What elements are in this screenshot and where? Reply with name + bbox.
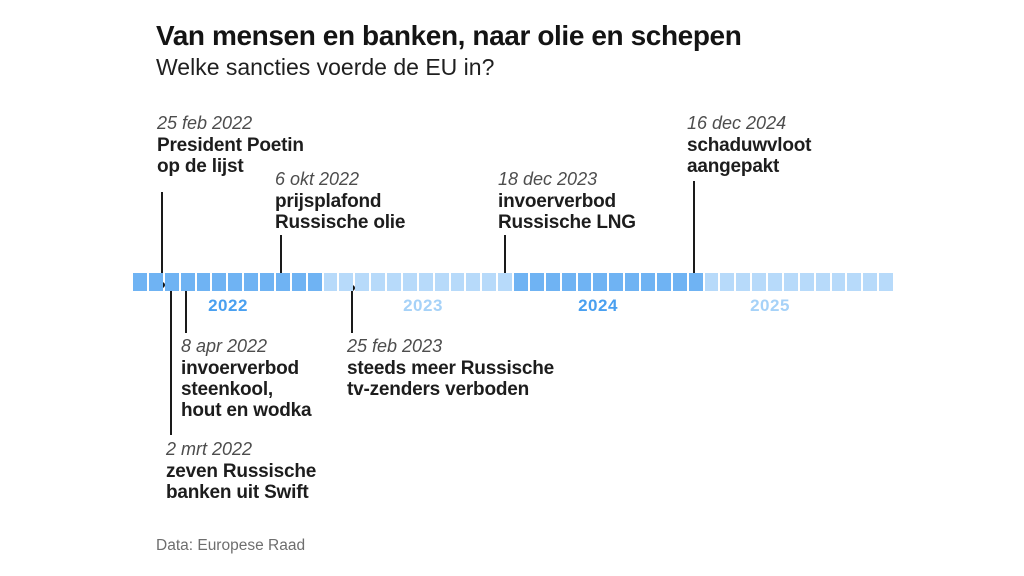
event-label: hout en wodka [181, 400, 312, 421]
month-segment-2025 [736, 273, 750, 291]
month-segment-2025 [816, 273, 830, 291]
event-label: schaduwvloot [687, 135, 812, 156]
month-segment-2025 [879, 273, 893, 291]
event-date: 6 okt 2022 [275, 169, 360, 189]
timeline-bar [133, 273, 893, 291]
month-segment-2024 [689, 273, 703, 291]
month-segment-2023 [355, 273, 369, 291]
event-label: zeven Russische [166, 461, 317, 482]
year-label-2024: 2024 [578, 296, 618, 315]
month-segment-2022 [181, 273, 195, 291]
event-label: Russische olie [275, 212, 406, 233]
month-segment-2022 [197, 273, 211, 291]
event-connector [161, 192, 163, 285]
event-invoerverbod-lng [498, 169, 636, 233]
event-connector [351, 289, 353, 333]
month-segment-2025 [863, 273, 877, 291]
event-label: steeds meer Russische [347, 358, 555, 379]
month-segment-2025 [720, 273, 734, 291]
month-segment-2023 [435, 273, 449, 291]
event-date: 16 dec 2024 [687, 113, 787, 133]
event-date: 18 dec 2023 [498, 169, 598, 189]
event-label: invoerverbod [181, 358, 299, 379]
event-connector [504, 235, 506, 276]
event-label: steenkool, [181, 379, 273, 400]
month-segment-2023 [339, 273, 353, 291]
month-segment-2024 [641, 273, 655, 291]
month-segment-2025 [800, 273, 814, 291]
month-segment-2024 [657, 273, 671, 291]
month-segment-2023 [371, 273, 385, 291]
month-segment-2023 [387, 273, 401, 291]
event-connector [185, 289, 187, 333]
event-schaduwvloot [687, 113, 811, 177]
month-segment-2024 [625, 273, 639, 291]
month-segment-2024 [546, 273, 560, 291]
event-label: Russische LNG [498, 212, 636, 233]
event-poetin-op-de-lijst [157, 113, 304, 177]
year-label-2023: 2023 [403, 296, 443, 315]
month-segment-2022 [165, 273, 179, 291]
event-label: prijsplafond [275, 191, 382, 212]
month-segment-2022 [260, 273, 274, 291]
event-date: 2 mrt 2022 [166, 439, 253, 459]
month-segment-2025 [768, 273, 782, 291]
event-date: 25 feb 2023 [347, 336, 443, 356]
event-prijsplafond-olie [275, 169, 405, 233]
month-segment-2022 [149, 273, 163, 291]
month-segment-2024 [609, 273, 623, 291]
month-segment-2022 [292, 273, 306, 291]
month-segment-2025 [705, 273, 719, 291]
data-source: Data: Europese Raad [156, 537, 306, 554]
event-label: op de lijst [157, 156, 244, 177]
month-segment-2025 [784, 273, 798, 291]
month-segment-2023 [466, 273, 480, 291]
event-tv-zenders-verboden [347, 336, 554, 400]
month-segment-2025 [752, 273, 766, 291]
month-segment-2024 [562, 273, 576, 291]
month-segment-2025 [847, 273, 861, 291]
event-connector [693, 181, 695, 276]
month-segment-2023 [482, 273, 496, 291]
page-subtitle: Welke sancties voerde de EU in? [156, 54, 495, 80]
event-banken-uit-swift [166, 439, 316, 503]
month-segment-2024 [673, 273, 687, 291]
month-segment-2022 [276, 273, 290, 291]
event-label: banken uit Swift [166, 482, 309, 503]
event-connector [280, 235, 282, 276]
month-segment-2024 [514, 273, 528, 291]
month-segment-2022 [133, 273, 147, 291]
page-title: Van mensen en banken, naar olie en schepen [156, 20, 742, 51]
month-segment-2024 [578, 273, 592, 291]
event-connector [170, 289, 172, 435]
month-segment-2022 [244, 273, 258, 291]
event-label: President Poetin [157, 135, 304, 156]
month-segment-2023 [324, 273, 338, 291]
month-segment-2022 [308, 273, 322, 291]
event-label: tv-zenders verboden [347, 379, 530, 400]
month-segment-2024 [530, 273, 544, 291]
month-segment-2022 [228, 273, 242, 291]
event-date: 25 feb 2022 [157, 113, 253, 133]
month-segment-2023 [419, 273, 433, 291]
event-label: invoerverbod [498, 191, 616, 212]
year-label-2025: 2025 [750, 296, 790, 315]
event-date: 8 apr 2022 [181, 336, 268, 356]
event-label: aangepakt [687, 156, 780, 177]
month-segment-2023 [451, 273, 465, 291]
month-segment-2024 [593, 273, 607, 291]
month-segment-2025 [832, 273, 846, 291]
month-segment-2023 [403, 273, 417, 291]
month-segment-2022 [212, 273, 226, 291]
month-segment-2023 [498, 273, 512, 291]
event-invoerverbod-steenkool [181, 336, 311, 421]
year-label-2022: 2022 [208, 296, 248, 315]
